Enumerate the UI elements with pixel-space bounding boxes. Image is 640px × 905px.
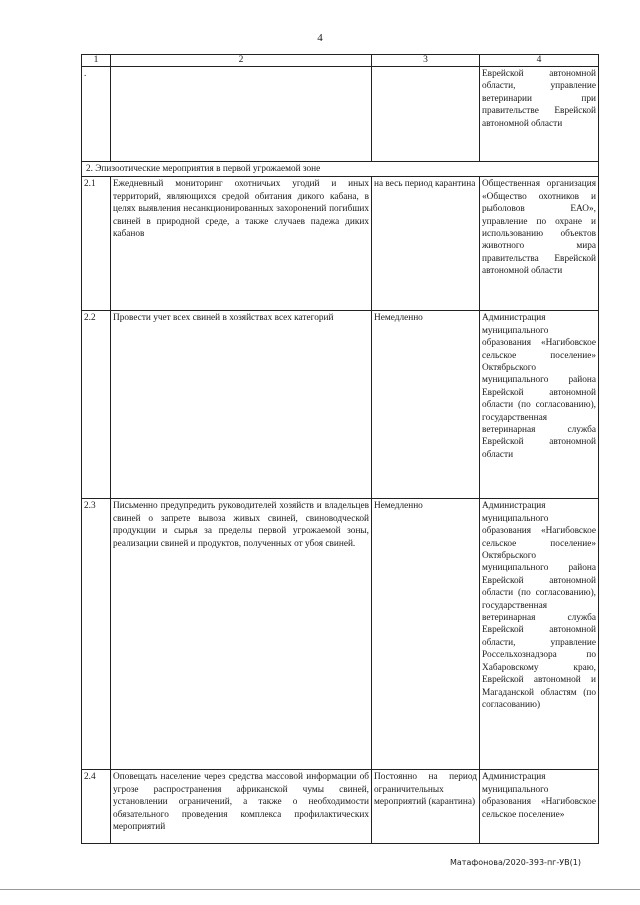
row-number: 2.3 [82, 499, 111, 770]
row-deadline: на весь период карантина [372, 177, 480, 311]
row-deadline: Постоянно на период ограничительных мероприятий (карантина) [372, 770, 480, 844]
row-action [111, 67, 372, 162]
table-row-continuation [82, 67, 599, 162]
row-action: Провести учет всех свиней в хозяйствах всех категорий [111, 311, 372, 499]
bottom-divider [0, 889, 640, 890]
section-title: 2. Эпизоотические мероприятия в первой угрожаемой зоне [82, 162, 599, 177]
row-number: . [82, 67, 111, 162]
table-row [82, 499, 599, 770]
row-number: 2.1 [82, 177, 111, 311]
row-deadline: Немедленно [372, 311, 480, 499]
header-col-4: 4 [480, 55, 599, 67]
document-code: Матафонова/2020-393-пг-УВ(1) [450, 858, 581, 867]
row-number: 2.2 [82, 311, 111, 499]
table-row [82, 311, 599, 499]
section-row [82, 162, 599, 177]
row-responsible: Администрация муниципального образования «Нагибовское сельское поселение» Октябрьского муниципального района Еврейской автономной области (по согласованию), государственная ветеринарная служба Еврейской автономной области, управление Россельхознадзора по Хабаровскому краю, Еврейской автономной и Магаданской областям (по согласованию) [480, 499, 599, 770]
row-action: Письменно предупредить руководителей хозяйств и владельцев свиней о запрете вывоза живых свиней, свиноводческой продукции и сырья за пределы первой угрожаемой зоны, реализации свиней и продуктов, полученных от убоя свиней. [111, 499, 372, 770]
row-deadline: Немедленно [372, 499, 480, 770]
table-row [82, 770, 599, 844]
row-action: Ежедневный мониторинг охотничьих угодий и иных территорий, являющихся средой обитания дикого кабана, в целях выявления несанкционированных захоронений погибших свиней в природной среде, а также случаев падежа диких кабанов [111, 177, 372, 311]
measures-table [81, 54, 599, 844]
table-row [82, 177, 599, 311]
table-header-row [82, 55, 599, 67]
row-action: Оповещать население через средства массовой информации об угрозе распространения африканской чумы свиней, установлении ограничений, а также о необходимости обязательного проведения комплекса профилактических мероприятий [111, 770, 372, 844]
row-responsible: Еврейской автономной области, управление ветеринарии при правительстве Еврейской автономной области [480, 67, 599, 162]
row-deadline [372, 67, 480, 162]
page-number: 4 [317, 32, 323, 44]
row-responsible: Администрация муниципального образования «Нагибовское сельское поселение» Октябрьского муниципального района Еврейской автономной области (по согласованию), государственная ветеринарная служба Еврейской автономной области [480, 311, 599, 499]
row-number: 2.4 [82, 770, 111, 844]
header-col-3: 3 [372, 55, 480, 67]
header-col-2: 2 [111, 55, 372, 67]
row-responsible: Общественная организация «Общество охотников и рыболовов ЕАО», управление по охране и использованию объектов животного мира правительства Еврейской автономной области [480, 177, 599, 311]
header-col-1: 1 [82, 55, 111, 67]
row-responsible: Администрация муниципального образования «Нагибовское сельское поселение» [480, 770, 599, 844]
